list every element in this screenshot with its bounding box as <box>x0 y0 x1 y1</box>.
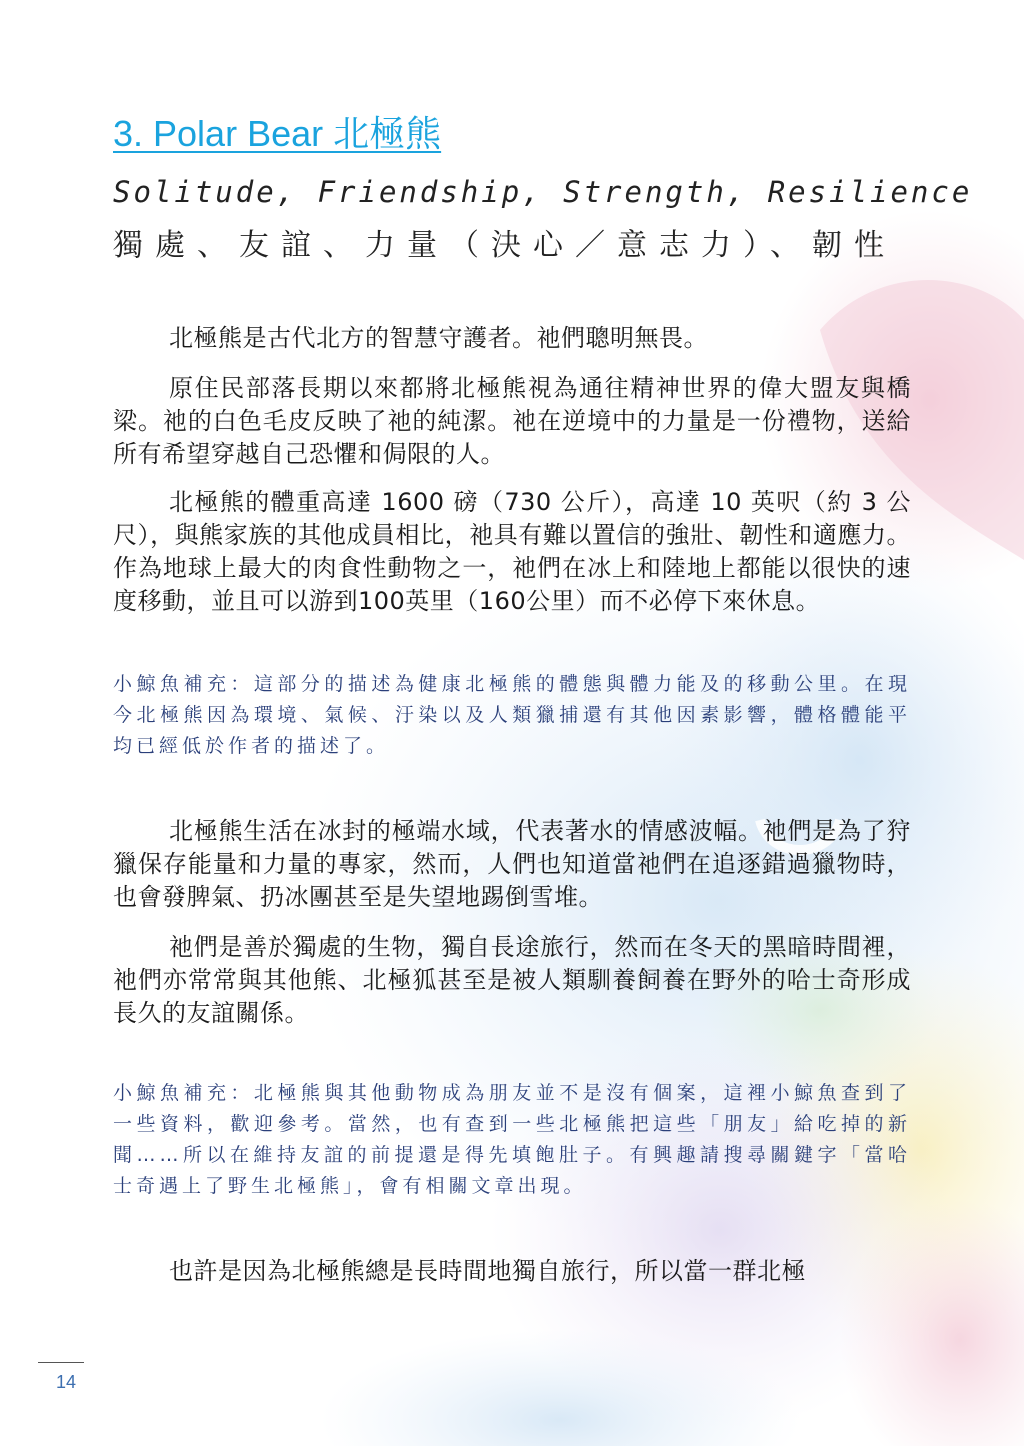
section-title: 3. Polar Bear 北極熊 <box>113 113 442 154</box>
paragraph-solitude: 祂們是善於獨處的生物，獨自長途旅行，然而在冬天的黑暗時間裡，祂們亦常常與其他熊、北極狐甚至是被人類馴養飼養在野外的哈士奇形成長久的友誼關係。 <box>113 933 911 1027</box>
paragraph-spirit-ally: 原住民部落長期以來都將北極熊視為通往精神世界的偉大盟友與橋梁。祂的白色毛皮反映了祂的純潔。祂在逆境中的力量是一份禮物，送給所有希望穿越自己恐懼和侷限的人。 <box>113 374 911 468</box>
traits-chinese: 獨處、友誼、力量（決心／意志力）、韌性 <box>113 228 896 263</box>
paragraph-intro: 北極熊是古代北方的智慧守護者。祂們聰明無畏。 <box>169 324 708 352</box>
note-physique: 小鯨魚補充：這部分的描述為健康北極熊的體態與體力能及的移動公里。在現今北極熊因為環境、氣候、汙染以及人類獵捕還有其他因素影響，體格體能平均已經低於作者的描述了。 <box>113 673 911 757</box>
paragraph-habitat: 北極熊生活在冰封的極端水域，代表著水的情感波幅。祂們是為了狩獵保存能量和力量的專家，然而，人們也知道當祂們在追逐錯過獵物時，也會發脾氣、扔冰團甚至是失望地踢倒雪堆。 <box>113 817 911 911</box>
page-number-rule <box>38 1362 84 1363</box>
paragraph-physique: 北極熊的體重高達 1600 磅（730 公斤），高達 10 英呎（約 3 公尺），與熊家族的其他成員相比，祂具有難以置信的強壯、韌性和適應力。作為地球上最大的肉食性動物之一，祂們在冰上和陸地上都能以很快的速度移動，並且可以游到100英里（160公里）而不必停下來休息。 <box>113 488 911 615</box>
note-friendship: 小鯨魚補充：北極熊與其他動物成為朋友並不是沒有個案，這裡小鯨魚查到了一些資料，歡迎參考。當然，也有查到一些北極熊把這些「朋友」給吃掉的新聞……所以在維持友誼的前提還是得先填飽肚子。有興趣請搜尋關鍵字「當哈士奇遇上了野生北極熊」，會有相關文章出現。 <box>113 1082 911 1197</box>
page-content <box>113 110 973 1288</box>
page-number: 14 <box>56 1372 77 1392</box>
traits-english: Solitude, Friendship, Strength, Resilience <box>113 175 973 209</box>
paragraph-continued: 也許是因為北極熊總是長時間地獨自旅行，所以當一群北極 <box>169 1257 806 1285</box>
